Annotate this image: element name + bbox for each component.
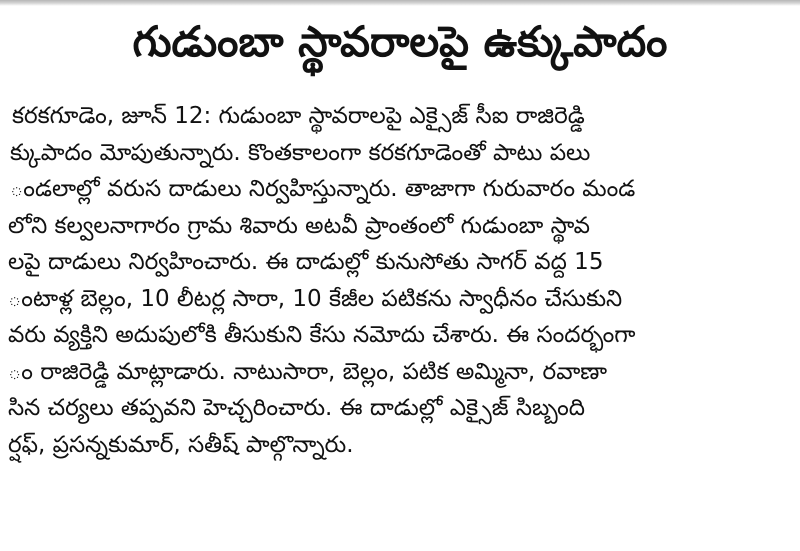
body-line: వరు వ్యక్తిని అదుపులోకి తీసుకుని కేసు నమోదు చేశారు. ఈ సందర్భంగా [8, 322, 636, 348]
body-line: క్కుపాదం మోపుతున్నారు. కొంతకాలంగా కరకగూడెంతో పాటు పలు [10, 139, 591, 166]
body-line: సిన చర్యలు తప్పవని హెచ్చరించారు. ఈ దాడుల్లో ఎక్సైజ్ సిబ్బంది [8, 395, 586, 421]
body-line: లోని కల్వలనాగారం గ్రామ శివారు అటవీ ప్రాంతంలో గుడుంబా స్థావ [8, 212, 590, 239]
body-line: కరకగూడెం, జూన్ 12: గుడుంబా స్థావరాలపై ఎక్సైజ్ సీఐ రాజిరెడ్డి [12, 103, 585, 129]
body-line: ర్షఫ్, ప్రసన్నకుమార్, సతీష్ పాల్గొన్నారు. [8, 431, 354, 458]
body-line: ం రాజిరెడ్డి మాట్లాడారు. నాటుసారా, బెల్లం, పటిక అమ్మినా, రవాణా [8, 358, 608, 385]
article-body [0, 98, 800, 463]
article-headline: గుడుంబా స్థావరాలపై ఉక్కుపాదం [132, 17, 668, 66]
body-line: ంటాళ్ల బెల్లం, 10 లీటర్ల సారా, 10 కేజీల పటికను స్వాధీనం చేసుకుని [8, 285, 623, 312]
cropped-previous-line [0, 0, 800, 6]
body-line: ండలాల్లో వరుస దాడులు నిర్వహిస్తున్నారు. తాజాగా గురువారం మండ [10, 176, 636, 202]
body-line: లపై దాడులు నిర్వహించారు. ఈ దాడుల్లో కునుసోతు సాగర్ వద్ద 15 [8, 249, 604, 275]
